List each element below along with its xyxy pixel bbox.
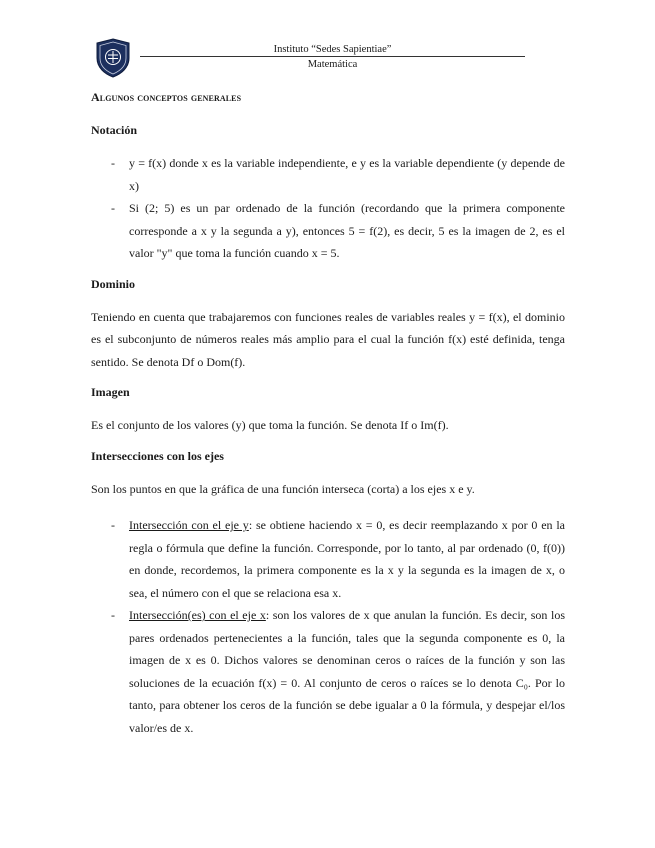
notacion-item-1: y = f(x) donde x es la variable independiente, e y es la variable dependiente (y depende de x)	[129, 156, 565, 193]
imagen-paragraph: Es el conjunto de los valores (y) que toma la función. Se denota If o Im(f).	[91, 418, 449, 432]
list-item: - Intersección con el eje y: se obtiene haciendo x = 0, es decir reemplazando x por 0 en la regla o fórmula que define la función. Corresponde, por lo tanto, al par ordenado (0, f(0)) en donde, recordemos, la primera componente es la x y la segunda es la imagen de x, o sea, el número con el que se relaciona esa x.	[111, 518, 565, 600]
intersecciones-intro: Son los puntos en que la gráfica de una función interseca (corta) a los ejes x e y.	[91, 481, 475, 496]
intersecciones-list	[91, 514, 565, 739]
dominio-heading: Dominio	[91, 276, 136, 291]
imagen-heading: Imagen	[91, 385, 130, 399]
header-institution: Instituto “Sedes Sapientiae”	[273, 44, 392, 55]
interseccion-eje-x-label: Intersección(es) con el eje x	[129, 608, 266, 622]
list-item: - Intersección(es) con el eje x: son los valores de x que anulan la función. Es decir, son los pares ordenados pertenecientes a la función, tales que la segunda componente es 0, la imagen de x es 0. Dichos valores se denominan ceros o raíces de la función y son las soluciones de la ecuación f(x) = 0. Al conjunto de ceros o raíces se lo denota C₀. Por lo tanto, para obtener los ceros de la función se debe igualar a 0 la fórmula, y despejar el/los valor/es de x.	[111, 608, 565, 735]
notacion-list	[91, 152, 565, 265]
interseccion-eje-y-label: Intersección con el eje y	[129, 518, 249, 532]
dominio-paragraph: Teniendo en cuenta que trabajaremos con funciones reales de variables reales y = f(x), el dominio es el subconjunto de números reales más amplio para el cual la función f(x) esté definida, tenga sentido. Se denota Df o Dom(f).	[91, 309, 565, 369]
notacion-item-2: Si (2; 5) es un par ordenado de la función (recordando que la primera componente corresponde a x y la segunda a y), entonces 5 = f(2), es decir, 5 es la imagen de 2, es el valor "y" que toma la función cuando x = 5.	[129, 201, 565, 260]
notacion-heading: Notación	[91, 123, 137, 137]
list-item: - y = f(x) donde x es la variable independiente, e y es la variable dependiente (y depende de x)	[111, 156, 565, 193]
institution-shield-logo	[96, 38, 130, 78]
header-subject: Matemática	[307, 59, 358, 70]
header-divider	[140, 56, 525, 57]
section-title: Algunos conceptos generales	[91, 90, 242, 104]
list-item: - Si (2; 5) es un par ordenado de la función (recordando que la primera componente corresponde a x y la segunda a y), entonces 5 = f(2), es decir, 5 es la imagen de 2, es el valor "y" que toma la función cuando x = 5.	[111, 201, 565, 260]
intersecciones-heading: Intersecciones con los ejes	[91, 448, 224, 463]
document-body	[91, 90, 565, 739]
interseccion-eje-y-text: : se obtiene haciendo x = 0, es decir reemplazando x por 0 en la regla o fórmula que define la función. Corresponde, por lo tanto, al par ordenado (0, f(0)) en donde, recordemos, la primera componente es la x y la segunda es la imagen de x, o sea, el número con el que se relaciona esa x.	[129, 518, 565, 600]
interseccion-eje-x-text: : son los valores de x que anulan la función. Es decir, son los pares ordenados pertenecientes a la función, tales que la segunda componente es 0, la imagen de x es 0. Dichos valores se denominan ceros o raíces de la función y son las soluciones de la ecuación f(x) = 0. Al conjunto de ceros o raíces se lo denota C₀. Por lo tanto, para obtener los ceros de la función se debe igualar a 0 la fórmula, y despejar el/los valor/es de x.	[129, 608, 565, 735]
